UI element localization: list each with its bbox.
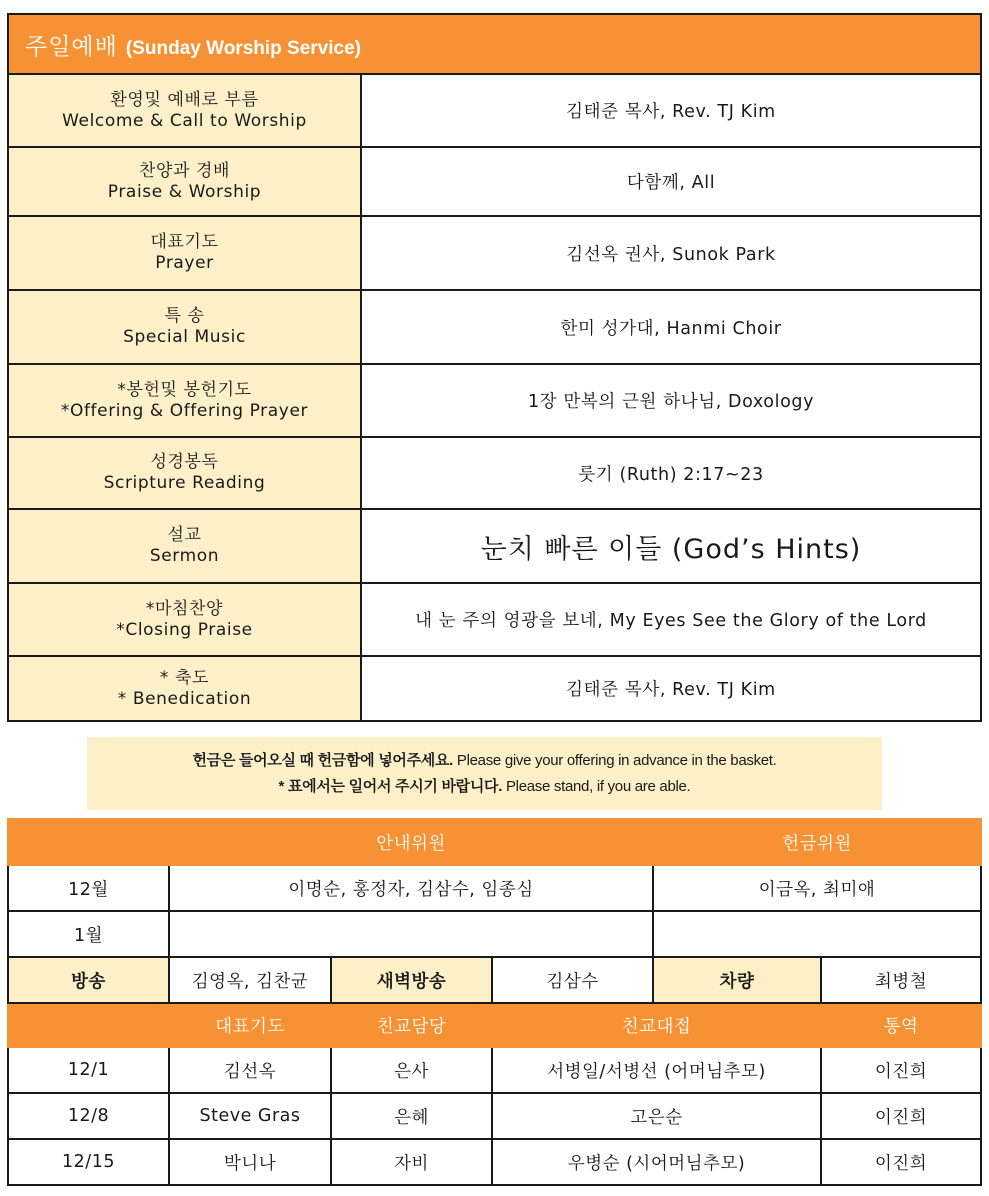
broadcast-names: 김영옥, 김찬균 [169, 957, 331, 1003]
col-prayer-header: 대표기도 [169, 1003, 331, 1047]
ushers-header: 안내위원 [169, 819, 653, 865]
dawn-broadcast-names: 김삼수 [492, 957, 653, 1003]
schedule-prayer: 박니나 [169, 1139, 331, 1185]
dawn-broadcast-label: 새벽방송 [331, 957, 492, 1003]
label-ko: 대표기도 [150, 232, 219, 252]
schedule-prayer: Steve Gras [169, 1093, 331, 1139]
worship-item-value: 다함께, All [361, 147, 981, 216]
worship-row [8, 656, 981, 721]
worship-row [8, 364, 981, 437]
worship-row [8, 74, 981, 147]
duty-header-row [8, 819, 981, 865]
label-en: * Benedication [117, 688, 252, 709]
worship-row [8, 216, 981, 290]
worship-row [8, 509, 981, 583]
worship-item-value: 김선옥 권사, Sunok Park [361, 216, 981, 290]
label-en: Special Music [123, 327, 246, 347]
label-ko: *봉헌및 봉헌기도 [117, 379, 252, 400]
notice-line-2-ko: * 표에서는 일어서 주시기 바랍니다. [278, 778, 503, 795]
label-ko: 환영및 예배로 부름 [110, 89, 259, 110]
schedule-hosting: 우병순 (시어머님추모) [492, 1139, 821, 1185]
vehicle-label: 차량 [653, 957, 821, 1003]
notice-line-2 [87, 774, 882, 800]
notice-line-1-en: Please give your offering in advance in the basket. [456, 752, 777, 769]
label-en: Prayer [155, 253, 214, 273]
month-label: 12월 [8, 865, 169, 911]
worship-item-value: 김태준 목사, Rev. TJ Kim [361, 656, 981, 721]
label-ko: 찬양과 경배 [138, 160, 231, 181]
schedule-interp: 이진희 [821, 1047, 981, 1093]
notice-line-2-en: Please stand, if you are able. [505, 778, 691, 795]
worship-title-ko: 주일예배 [25, 33, 118, 60]
label-ko: *마침찬양 [145, 598, 224, 619]
worship-item-value: 내 눈 주의 영광을 보네, My Eyes See the Glory of the Lord [361, 583, 981, 656]
label-en: Praise & Worship [107, 181, 262, 202]
label-ko: 성경봉독 [150, 452, 219, 472]
ushers-names [169, 911, 653, 957]
schedule-header-row [8, 1003, 981, 1047]
schedule-row [8, 1139, 981, 1185]
worship-item-value: 1장 만복의 근원 하나님, Doxology [361, 364, 981, 437]
notice-line-1-ko: 헌금은 들어오실 때 헌금함에 넣어주세요. [192, 752, 454, 769]
schedule-interp: 이진희 [821, 1139, 981, 1185]
label-en: Welcome & Call to Worship [62, 110, 307, 131]
worship-title-en: (Sunday Worship Service) [125, 37, 361, 59]
schedule-fellowship: 은혜 [331, 1093, 492, 1139]
schedule-hosting: 서병일/서병선 (어머님추모) [492, 1047, 821, 1093]
worship-item-value: 한미 성가대, Hanmi Choir [361, 290, 981, 364]
offering-header: 헌금위원 [653, 819, 981, 865]
worship-row [8, 290, 981, 364]
col-hosting-header: 친교대접 [492, 1003, 821, 1047]
offering-notice [87, 737, 882, 810]
worship-row [8, 437, 981, 509]
worship-item-label [8, 583, 361, 656]
label-ko: 설교 [167, 525, 202, 545]
worship-item-label [8, 74, 361, 147]
schedule-hosting: 고은순 [492, 1093, 821, 1139]
sermon-title: 눈치 빠른 이들 (God’s Hints) [361, 509, 981, 583]
schedule-fellowship: 은사 [331, 1047, 492, 1093]
duty-table [7, 818, 982, 1186]
offering-names: 이금옥, 최미애 [653, 865, 981, 911]
ushers-names: 이명순, 홍정자, 김삼수, 임종심 [169, 865, 653, 911]
schedule-date: 12/15 [8, 1139, 169, 1185]
worship-item-value: 김태준 목사, Rev. TJ Kim [361, 74, 981, 147]
vehicle-names: 최병철 [821, 957, 981, 1003]
worship-item-label [8, 147, 361, 216]
worship-header-row [8, 14, 981, 74]
notice-line-1 [87, 748, 882, 774]
worship-row [8, 583, 981, 656]
label-en: *Closing Praise [116, 619, 253, 640]
month-label: 1월 [8, 911, 169, 957]
schedule-date: 12/1 [8, 1047, 169, 1093]
worship-table [7, 13, 982, 722]
offering-names [653, 911, 981, 957]
schedule-date: 12/8 [8, 1093, 169, 1139]
schedule-row [8, 1093, 981, 1139]
worship-item-label [8, 364, 361, 437]
duty-row-january [8, 911, 981, 957]
empty-header-cell [8, 819, 169, 865]
duty-row-broadcast [8, 957, 981, 1003]
schedule-prayer: 김선옥 [169, 1047, 331, 1093]
schedule-fellowship: 자비 [331, 1139, 492, 1185]
label-en: Sermon [149, 546, 220, 566]
empty-header-cell [8, 1003, 169, 1047]
schedule-interp: 이진희 [821, 1093, 981, 1139]
worship-item-label [8, 437, 361, 509]
worship-header [8, 14, 981, 74]
worship-item-label [8, 656, 361, 721]
worship-item-label [8, 290, 361, 364]
label-ko: 특 송 [164, 306, 205, 326]
label-en: *Offering & Offering Prayer [60, 400, 309, 421]
duty-row-december [8, 865, 981, 911]
worship-item-value: 룻기 (Ruth) 2:17~23 [361, 437, 981, 509]
col-fellowship-header: 친교담당 [331, 1003, 492, 1047]
label-ko: * 축도 [159, 667, 210, 688]
worship-item-label [8, 216, 361, 290]
schedule-row [8, 1047, 981, 1093]
broadcast-label: 방송 [8, 957, 169, 1003]
worship-item-label [8, 509, 361, 583]
col-interp-header: 통역 [821, 1003, 981, 1047]
label-en: Scripture Reading [103, 473, 266, 493]
worship-row [8, 147, 981, 216]
